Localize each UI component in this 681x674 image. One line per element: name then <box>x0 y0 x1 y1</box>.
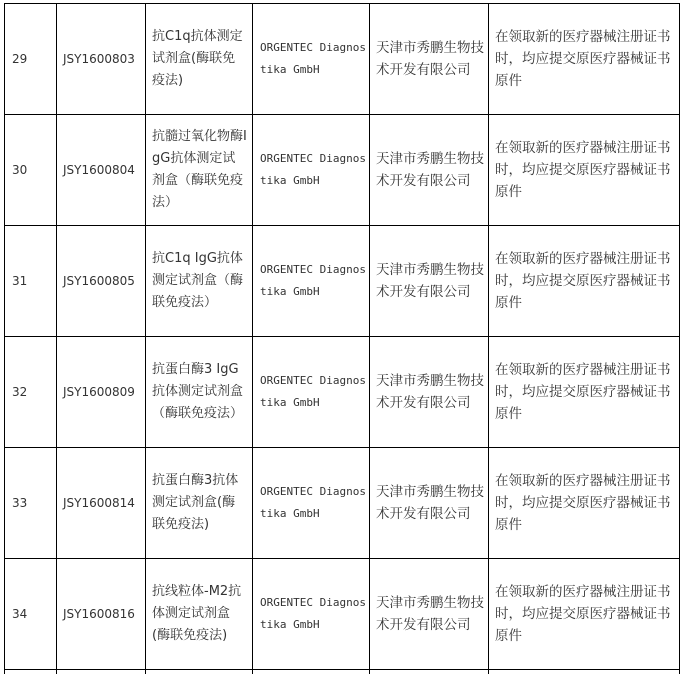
product-name: 抗线粒体-M2抗体测定试剂盒(酶联免疫法) <box>146 559 253 670</box>
empty-cell <box>5 670 57 674</box>
manufacturer: ORGENTEC Diagnostika GmbH <box>253 559 370 670</box>
registration-code: JSY1600803 <box>57 4 146 115</box>
product-name: 抗C1q IgG抗体测定试剂盒（酶联免疫法） <box>146 226 253 337</box>
table-row <box>5 115 680 226</box>
empty-cell <box>370 670 489 674</box>
row-index: 32 <box>5 337 57 448</box>
table-row <box>5 4 680 115</box>
row-index: 31 <box>5 226 57 337</box>
registration-code: JSY1600816 <box>57 559 146 670</box>
table-row <box>5 337 680 448</box>
table-row <box>5 226 680 337</box>
agent-company: 天津市秀鹏生物技术开发有限公司 <box>370 337 489 448</box>
table-row <box>5 448 680 559</box>
manufacturer: ORGENTEC Diagnostika GmbH <box>253 448 370 559</box>
agent-company: 天津市秀鹏生物技术开发有限公司 <box>370 4 489 115</box>
remark: 在领取新的医疗器械注册证书时，均应提交原医疗器械证书原件 <box>489 559 680 670</box>
product-name: 抗C1q抗体测定试剂盒(酶联免疫法) <box>146 4 253 115</box>
row-index: 30 <box>5 115 57 226</box>
row-index: 29 <box>5 4 57 115</box>
registration-code: JSY1600814 <box>57 448 146 559</box>
agent-company: 天津市秀鹏生物技术开发有限公司 <box>370 115 489 226</box>
registration-table <box>4 3 680 674</box>
manufacturer: ORGENTEC Diagnostika GmbH <box>253 4 370 115</box>
table-row-partial <box>5 670 680 674</box>
row-index: 33 <box>5 448 57 559</box>
remark: 在领取新的医疗器械注册证书时，均应提交原医疗器械证书原件 <box>489 448 680 559</box>
product-name: 抗髓过氧化物酶IgG抗体测定试剂盒（酶联免疫法） <box>146 115 253 226</box>
table-row <box>5 559 680 670</box>
remark: 在领取新的医疗器械注册证书时，均应提交原医疗器械证书原件 <box>489 226 680 337</box>
agent-company: 天津市秀鹏生物技术开发有限公司 <box>370 559 489 670</box>
empty-cell <box>57 670 146 674</box>
empty-cell <box>489 670 680 674</box>
empty-cell <box>146 670 253 674</box>
empty-cell <box>253 670 370 674</box>
product-name: 抗蛋白酶3 IgG抗体测定试剂盒（酶联免疫法） <box>146 337 253 448</box>
manufacturer: ORGENTEC Diagnostika GmbH <box>253 115 370 226</box>
product-name: 抗蛋白酶3抗体测定试剂盒(酶联免疫法) <box>146 448 253 559</box>
manufacturer: ORGENTEC Diagnostika GmbH <box>253 337 370 448</box>
registration-code: JSY1600804 <box>57 115 146 226</box>
manufacturer: ORGENTEC Diagnostika GmbH <box>253 226 370 337</box>
agent-company: 天津市秀鹏生物技术开发有限公司 <box>370 448 489 559</box>
agent-company: 天津市秀鹏生物技术开发有限公司 <box>370 226 489 337</box>
registration-code: JSY1600809 <box>57 337 146 448</box>
remark: 在领取新的医疗器械注册证书时，均应提交原医疗器械证书原件 <box>489 115 680 226</box>
remark: 在领取新的医疗器械注册证书时，均应提交原医疗器械证书原件 <box>489 337 680 448</box>
row-index: 34 <box>5 559 57 670</box>
registration-code: JSY1600805 <box>57 226 146 337</box>
remark: 在领取新的医疗器械注册证书时，均应提交原医疗器械证书原件 <box>489 4 680 115</box>
